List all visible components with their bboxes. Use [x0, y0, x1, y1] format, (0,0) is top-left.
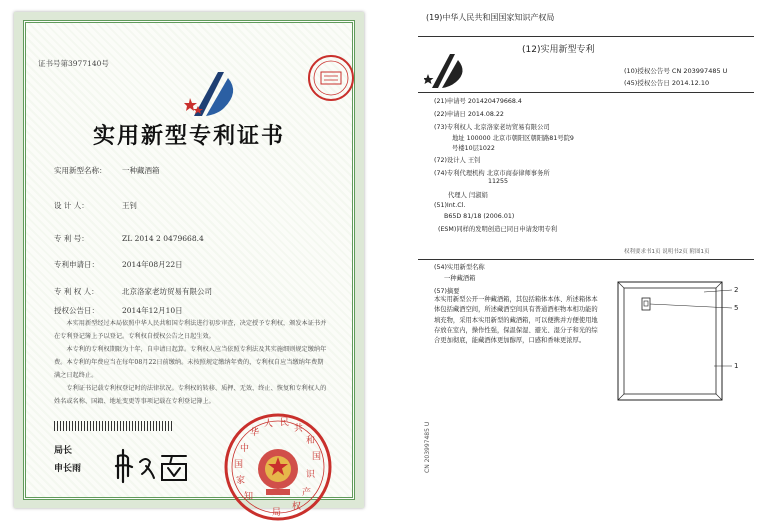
fig-label-2: 2 [734, 286, 739, 294]
svg-text:国: 国 [312, 452, 322, 462]
svg-text:知: 知 [244, 492, 254, 502]
field-application-date: 专利申请日： 2014年08月22日 [54, 260, 183, 269]
director-label: 局长 [54, 446, 73, 456]
address-line-2: 号楼10层1022 [452, 145, 495, 152]
field-patent-number: 专 利 号： ZL 2014 2 0479668.4 [54, 234, 204, 243]
application-number: (21)申请号 201420479668.4 [434, 98, 522, 105]
svg-text:国: 国 [234, 460, 244, 470]
section-54-label: (54)实用新型名称 [434, 264, 485, 271]
page-counts: 权利要求书1页 说明书2页 附图1页 [624, 249, 710, 255]
section-57-label: (57)摘要 [434, 288, 460, 295]
patent-agency: (74)专利代理机构 北京市商泰律师事务所 [434, 170, 550, 177]
top-red-seal-icon [306, 53, 356, 103]
certificate-body-text: 本实用新型经过本局依照中华人民共和国专利法进行初步审查，决定授予专利权，颁发本证书并在专利登记簿上予以登记。专利权自授权公告之日起生效。 本专利的专利权期限为十年，自申请日起算。专利权人应当依照专利法及其实施细则规定缴纳年费。本专利的年费应当在每年08月22日前缴纳。未按照规定缴纳年费的，专利权自应当缴纳年费期满之日起终止。 专利证书记载专利权登记时的法律状况。专利权的转移、质押、无效、终止、恢复和专利权人的姓名或名称、国籍、地址变更等事项记载在专利登记簿上。 [54, 320, 327, 405]
int-cl-value: B65D 81/18 (2006.01) [444, 213, 515, 220]
int-cl-label: (51)Int.Cl. [434, 202, 466, 209]
patent-office: (19)中华人民共和国国家知识产权局 [426, 13, 555, 22]
svg-text:民: 民 [280, 418, 290, 428]
field-grant-date: 授权公告日： 2014年12月10日 [54, 306, 183, 315]
application-date: (22)申请日 2014.08.22 [434, 111, 504, 118]
publication-number: (10)授权公告号 CN 203997485 U [624, 67, 728, 75]
certificate-title: 实用新型专利证书 [92, 123, 285, 149]
fig-label-5: 5 [734, 304, 739, 312]
svg-text:中: 中 [240, 444, 250, 454]
header-rule [418, 36, 754, 37]
address-line-1: 地址 100000 北京市朝阳区朝阳路81号院9 [452, 135, 574, 142]
director-name: 申长雨 [54, 464, 82, 474]
patent-certificate [14, 12, 364, 518]
svg-text:局: 局 [272, 508, 282, 518]
certificate-frame [23, 20, 355, 518]
agent: 代理人 闫淑娟 [448, 192, 488, 199]
field-designer: 设 计 人： 王钊 [54, 201, 137, 210]
svg-text:人: 人 [264, 419, 274, 429]
svg-text:华: 华 [250, 428, 260, 438]
divider [418, 92, 754, 93]
designer: (72)设计人 王钊 [434, 157, 481, 164]
wine-box-drawing [604, 276, 744, 406]
svg-text:权: 权 [292, 502, 302, 512]
patent-kind: (12)实用新型专利 [522, 45, 595, 55]
field-utility-name: 实用新型名称： 一种藏酒箱 [54, 166, 160, 175]
handwritten-signature [112, 448, 192, 484]
barcode [54, 421, 174, 431]
fig-label-1: 1 [734, 362, 739, 370]
svg-text:识: 识 [306, 470, 316, 480]
sipo-logo-icon [184, 68, 244, 120]
patent-document [414, 8, 758, 512]
svg-text:共: 共 [294, 424, 304, 434]
agency-code: 11255 [488, 178, 509, 185]
svg-text:和: 和 [306, 436, 316, 446]
svg-text:产: 产 [302, 488, 312, 498]
publication-date: (45)授权公告日 2014.12.10 [624, 79, 710, 87]
field-patentee: 专 利 权 人： 北京洛家老坊贸易有限公司 [54, 287, 212, 296]
utility-name: 一种藏酒箱 [444, 275, 476, 282]
certificate-number: 证书号第3977140号 [38, 59, 109, 68]
divider [418, 259, 754, 260]
patentee: (73)专利权人 北京洛家老坊贸易有限公司 [434, 124, 550, 131]
abstract-text: 本实用新型公开一种藏酒箱，其包括箱体本体、所述箱体本体包括藏酒空间，所述藏酒空间具有普通酒柜物本相功能的填充物，采用本实用新型的藏酒箱，可以便携并方便使用地存放在室内，操作性强，保温保湿、避光、湿分子和光的综合更加彻底，能藏酒体更加醇厚，口感和香味更浓厚。 [434, 296, 598, 345]
vertical-publication-number: CN 203997485 U [424, 421, 431, 473]
sipo-logo-icon [424, 50, 482, 90]
same-day-note: (ESM)同样的发明创造已同日申请发明专利 [438, 226, 558, 233]
national-emblem-seal-icon [222, 411, 334, 523]
svg-text:家: 家 [236, 476, 246, 486]
